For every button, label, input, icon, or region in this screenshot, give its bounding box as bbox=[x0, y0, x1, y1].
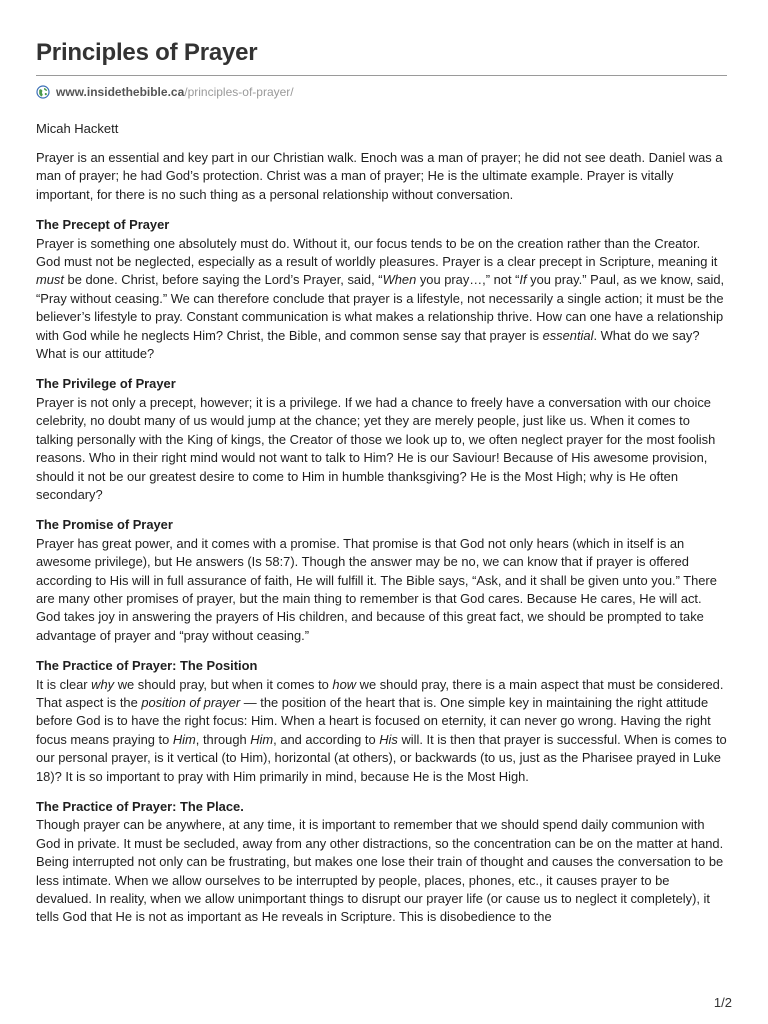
emphasis-text: essential bbox=[542, 327, 594, 343]
section-heading: The Practice of Prayer: The Position bbox=[36, 658, 258, 674]
document-page bbox=[36, 0, 728, 927]
title-divider bbox=[36, 75, 727, 76]
body-text: , and according to bbox=[273, 731, 380, 747]
section-heading: The Practice of Prayer: The Place. bbox=[36, 799, 244, 814]
section-body bbox=[36, 394, 728, 504]
sections-container bbox=[36, 216, 728, 927]
body-text: will. It is then that prayer is successful. When is comes to our personal prayer, is it vertical (to Him), horizontal (at others), or backwards (to us, just as the Pharisee prayed in Luke 18)? It is so important to pray with Him primarily in mind, because He is the Most High. bbox=[36, 731, 727, 784]
body-text: Though prayer can be anywhere, at any time, it is important to remember that we should spend daily communion with God in private. It must be secluded, away from any other distractions, so the concentration can be on the matter at hand. Being interrupted not only can be frustrating, but makes one lose their train of thought and causes the conversation to be less intimate. When we allow ourselves to be interrupted by people, places, phones, etc., it causes prayer to be devalued. In reality, when we allow unimportant things to disrupt our prayer life (or cause us to neglect it completely), it tells God that He is not as important as He reveals in Scripture. This is disobedience to the bbox=[36, 817, 724, 925]
emphasis-text: His bbox=[379, 731, 398, 747]
globe-icon bbox=[36, 85, 50, 99]
body-text: be done. Christ, before saying the Lord’s Prayer, said, “ bbox=[63, 272, 383, 288]
body-text: . What do we say? What is our attitude? bbox=[36, 327, 700, 362]
section-heading: The Promise of Prayer bbox=[36, 517, 173, 533]
section bbox=[36, 657, 728, 786]
url-path[interactable]: /principles-of-prayer/ bbox=[184, 85, 294, 99]
page-title: Principles of Prayer bbox=[36, 39, 258, 66]
url-domain[interactable]: www.insidethebible.ca bbox=[56, 85, 185, 99]
body-text: Prayer has great power, and it comes with a promise. That promise is that God not only hears (which in itself is an awesome privilege), but He answers (Is 58:7). Though the answer may be no, we can know that if prayer is offered according to His will in full assurance of faith, He will fulfill it. The Bible says, “Ask, and it shall be given unto you.” There are many other promises of prayer, but the main thing to remember is that God cares. Because He cares, He will act. God takes joy in answering the prayers of His children, and because of this great fact, we should be prompted to take advantage of prayer and “pray without ceasing.” bbox=[36, 535, 717, 643]
emphasis-text: why bbox=[91, 676, 115, 692]
section bbox=[36, 375, 728, 504]
intro-paragraph: Prayer is an essential and key part in our Christian walk. Enoch was a man of prayer; he did not see death. Daniel was a man of prayer; he had God’s protection. Christ was a man of prayer; He is the ultimate example. Prayer is vitally important, for there is no such thing as a personal relationship without conversation. bbox=[36, 150, 723, 202]
section bbox=[36, 798, 728, 927]
emphasis-text: position of prayer bbox=[141, 694, 241, 710]
emphasis-text: must bbox=[36, 272, 64, 288]
section-heading: The Precept of Prayer bbox=[36, 217, 170, 233]
body-text: — the position of the heart that is. One simple key in maintaining the right attitude before God is to have the right focus: Him. When a heart is focused on eternity, it can never go wrong. Having the right focus means praying to bbox=[36, 694, 711, 747]
emphasis-text: Him bbox=[172, 731, 196, 747]
body-text: It is clear bbox=[36, 676, 92, 692]
section-body bbox=[36, 235, 728, 364]
section bbox=[36, 516, 728, 645]
section-body bbox=[36, 816, 728, 926]
body-text: Prayer is not only a precept, however; it is a privilege. If we had a chance to freely have a conversation with our choice celebrity, no doubt many of us would jump at the chance; yet they are merely people, just like us. When it comes to talking personally with the King of kings, the Creator of those we look up to, we often neglect prayer for the most foolish reasons. Who in their right mind would not want to talk to Him? He is our Saviour! Because of His awesome provision, should it not be our greatest desire to come to Him in humble thanksgiving? He is the Most High; why is He often secondary? bbox=[36, 394, 716, 502]
emphasis-text: If bbox=[519, 272, 527, 288]
source-url[interactable] bbox=[36, 84, 728, 100]
emphasis-text: Him bbox=[250, 731, 274, 747]
body-text: Prayer is something one absolutely must do. Without it, our focus tends to be on the creation rather than the Creator. God must not be neglected, especially as a result of worldly pleasures. Prayer is a clear precept in Scripture, meaning it bbox=[36, 235, 718, 270]
body-text: we should pray, but when it comes to bbox=[114, 676, 333, 692]
body-text: you pray…,” not “ bbox=[416, 272, 520, 288]
emphasis-text: When bbox=[382, 272, 417, 288]
body-text: , through bbox=[195, 731, 251, 747]
section-body bbox=[36, 676, 728, 786]
emphasis-text: how bbox=[332, 676, 357, 692]
page-number: 1/2 bbox=[713, 995, 732, 1010]
author-name: Micah Hackett bbox=[36, 121, 119, 136]
section-heading: The Privilege of Prayer bbox=[36, 376, 176, 392]
section bbox=[36, 216, 728, 363]
section-body bbox=[36, 535, 728, 645]
body-text: you pray.” Paul, as we know, said, “Pray without ceasing.” We can therefore conclude that prayer is a lifestyle, not necessarily a single action; it must be the believer’s lifestyle to pray. Constant communication is what makes a relationship thrive. How can one have a relationship with God while he neglects Him? Christ, the Bible, and common sense say that prayer is bbox=[36, 272, 725, 343]
body-text: we should pray, there is a main aspect that must be considered. That aspect is the bbox=[36, 676, 724, 710]
